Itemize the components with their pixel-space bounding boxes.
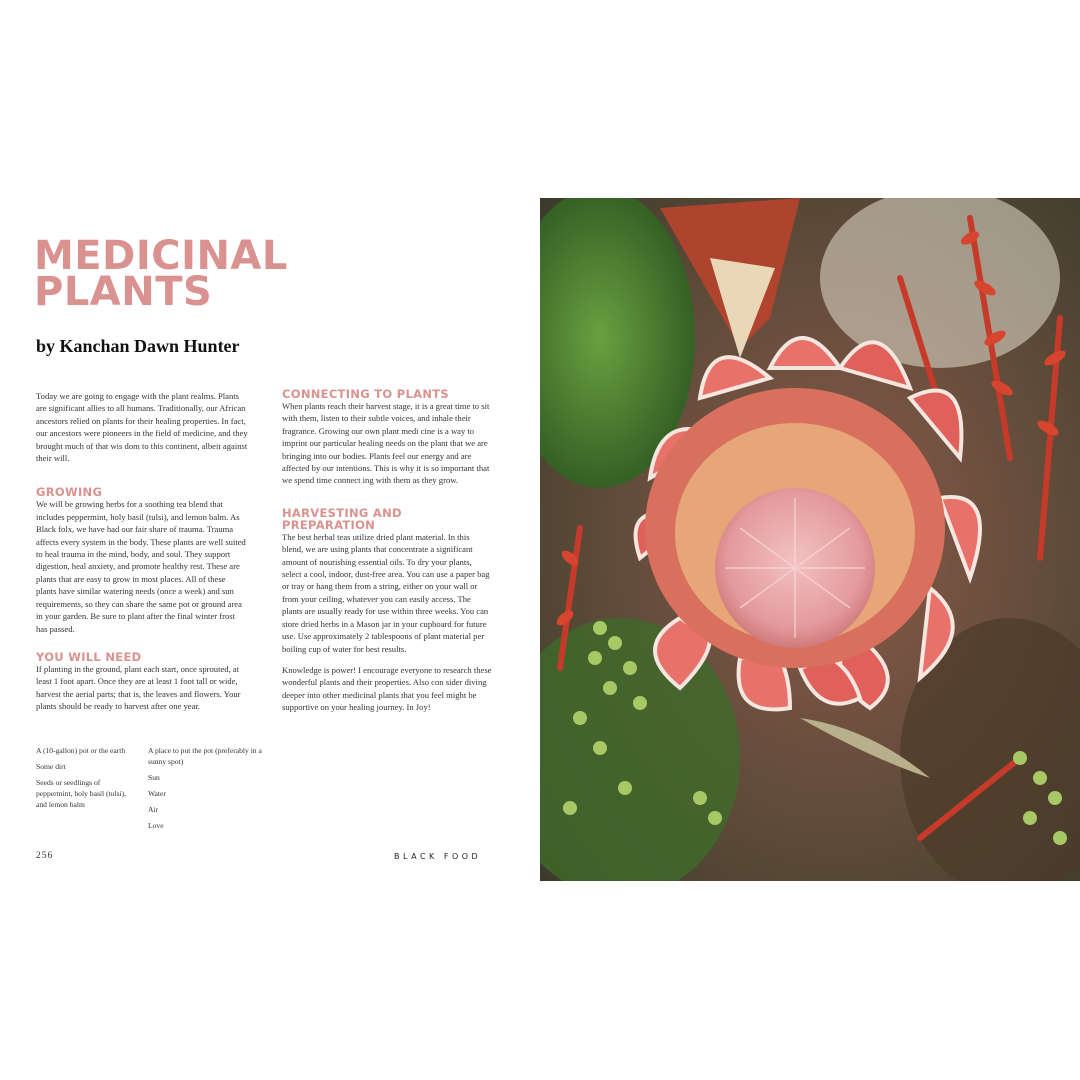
harvesting-heading: HARVESTING AND PREPARATION bbox=[282, 505, 402, 532]
harvesting-paragraph-1: The best herbal teas utilize dried plant material. In this blend, we are using plants that concentrate a significant amount of nourishing essential oils. To dry your plants, select a cool, indoor, dust-free area. You can use a paper bag or tray or hang them from a string, either on your wall or from your ceiling, whatever you can easily access. The plants are usually ready for use within three weeks. You can store dried herbs in a Mason jar in your cupboard for future use. Use approximately 2 tablespoons of plant material per boiling cup of water for best results. bbox=[282, 531, 490, 654]
list-item: Love bbox=[148, 821, 164, 830]
intro-paragraph: Today we are going to engage with the plant realms. Plants are significant allies to all humans. Traditionally, our African ancestors relied on plants for their healing properties. In fact, our ancestors were pioneers in the field of medicine, and they brought much of that wis dom to this continent, albeit against their will. bbox=[36, 391, 248, 464]
title-line-2: PLANTS bbox=[34, 269, 213, 315]
right-column bbox=[282, 388, 492, 723]
list-item: Air bbox=[148, 805, 159, 814]
harvesting-paragraph-2: Knowledge is power! I encourage everyone to research these wonderful plants and their properties. Also con sider diving deeper into other medicinal plants that you feel might be supportive on your healing journey. In Joy! bbox=[282, 664, 492, 713]
you-will-need-heading: YOU WILL NEED bbox=[36, 649, 142, 664]
list-item: Some dirt bbox=[36, 762, 66, 771]
list-item: Water bbox=[148, 789, 166, 798]
left-column bbox=[36, 390, 248, 722]
protea-flower-photo bbox=[540, 198, 1080, 881]
connecting-heading: CONNECTING TO PLANTS bbox=[282, 387, 449, 401]
page-title bbox=[34, 233, 288, 315]
growing-heading: GROWING bbox=[36, 485, 103, 500]
supplies-column-1 bbox=[36, 745, 136, 815]
running-title: BLACK FOOD bbox=[394, 852, 482, 861]
list-item: A (10-gallon) pot or the earth bbox=[36, 746, 126, 755]
supplies-column-2 bbox=[148, 745, 268, 836]
title-line-1: MEDICINAL bbox=[34, 233, 288, 279]
list-item: Seeds or seedlings of peppermint, holy basil (tulsi), and lemon balm bbox=[36, 778, 127, 809]
list-item: A place to put the pot (preferably in a sunny spot) bbox=[148, 746, 262, 766]
you-will-need-paragraph: If planting in the ground, plant each start, once sprouted, at least 1 foot apart. Once they are at least 1 foot tall or wide, harvest the aerial parts; that is, the leaves and flowers. Your plants should be ready to harvest after one year. bbox=[36, 663, 241, 712]
growing-paragraph: We will be growing herbs for a soothing tea blend that includes peppermint, holy basil (tulsi), and lemon balm. As Black folx, we have had our fair share of trauma. Trauma affects every system in the body. These plants are well suited to heal trauma in the mind, body, and soul. They support digestion, heal anxiety, and promote healthy rest. These are plants that are easy to grow in most places. All of these plants have similar watering needs (once a week) and sun requirements, so they can share the same pot or ground area in your garden. Be sure to plant after the final winter frost has passed. bbox=[36, 499, 246, 634]
connecting-paragraph: When plants reach their harvest stage, it is a great time to sit with them, listen to their subtle voices, and inhale their fragrance. Growing our own plant medi cine is a way to imprint our particular healing needs on the plant that we are bringing into our bodies. Plants feel our energy and are affected by our intentions. This is why it is so important that we spend time connect ing with them as they grow. bbox=[282, 401, 490, 486]
page-number: 256 bbox=[36, 851, 54, 861]
list-item: Sun bbox=[148, 773, 160, 782]
author-byline: by Kanchan Dawn Hunter bbox=[36, 336, 240, 356]
